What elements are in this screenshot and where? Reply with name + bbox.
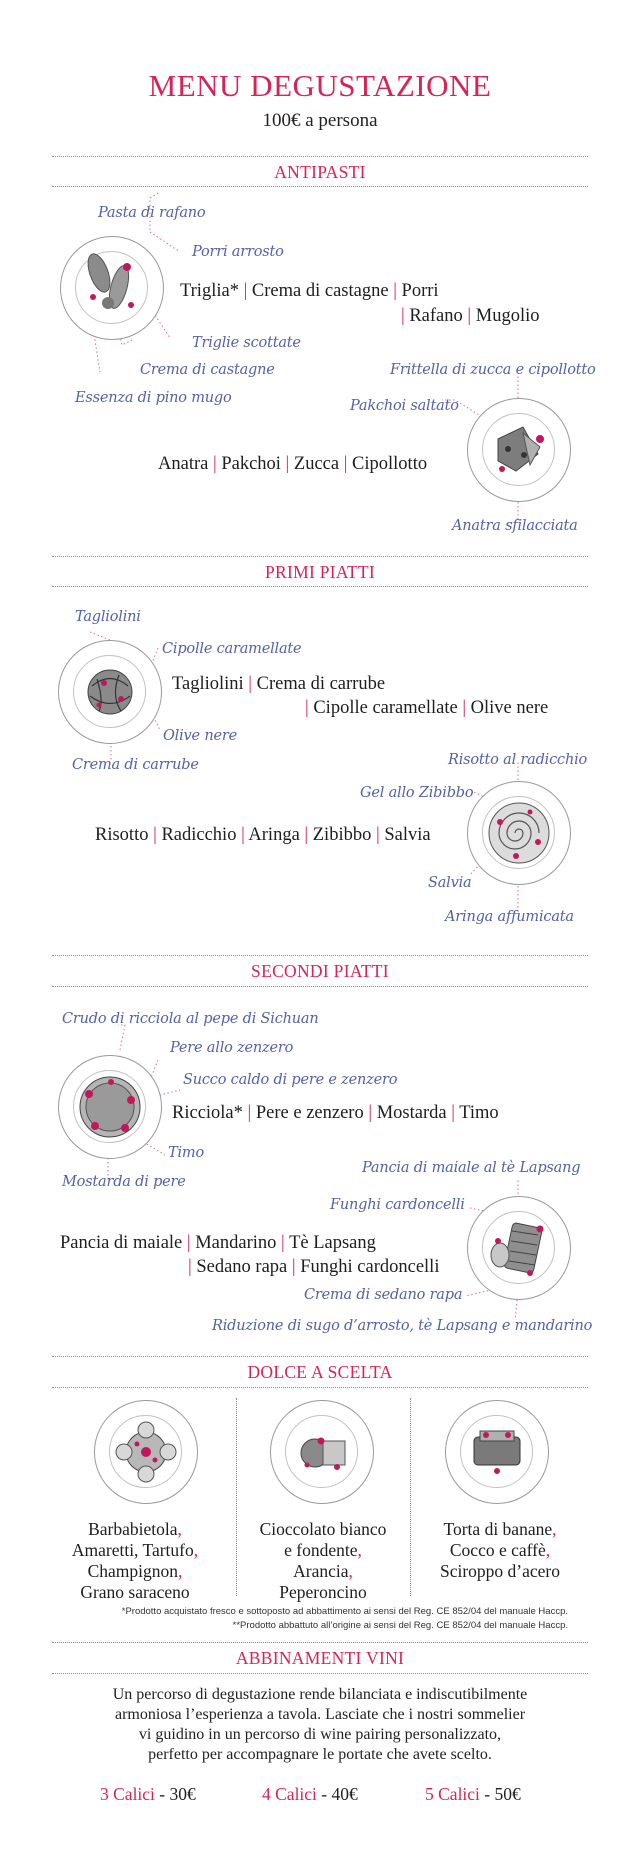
note-crema-di-castagne: Crema di castagne bbox=[140, 362, 275, 378]
note-frittella: Frittella di zucca e cipollotto bbox=[390, 362, 596, 378]
plate-dolce-barbabietola bbox=[94, 1400, 198, 1504]
note-pancia-al-te: Pancia di maiale al tè Lapsang bbox=[362, 1160, 581, 1176]
note-timo: Timo bbox=[168, 1145, 204, 1161]
plate-risotto bbox=[467, 781, 571, 885]
wine-option-3-calici: 3 Calici - 30€ bbox=[100, 1784, 196, 1804]
section-heading-vini: ABBINAMENTI VINI bbox=[235, 1648, 405, 1668]
note-mostarda-di-pere: Mostarda di pere bbox=[62, 1174, 186, 1190]
note-anatra-sfilacciata: Anatra sfilacciata bbox=[452, 518, 578, 534]
plate-triglia bbox=[60, 236, 164, 340]
note-gel-zibibbo: Gel allo Zibibbo bbox=[360, 785, 474, 801]
menu-title: MENU DEGUSTAZIONE bbox=[148, 68, 492, 103]
note-aringa-affumicata: Aringa affumicata bbox=[445, 909, 574, 925]
risotto-dish-illustration bbox=[468, 782, 570, 884]
divider bbox=[52, 1642, 588, 1643]
ricciola-dish-illustration bbox=[59, 1056, 161, 1158]
divider bbox=[52, 1356, 588, 1357]
triglia-dish-illustration bbox=[61, 237, 163, 339]
dish-primo-1-line1: Tagliolini | Crema di carrube bbox=[172, 674, 386, 694]
barbabietola-dessert-illustration bbox=[95, 1401, 197, 1503]
note-porri-arrosto: Porri arrosto bbox=[192, 244, 284, 260]
divider bbox=[52, 955, 588, 956]
note-tagliolini: Tagliolini bbox=[75, 609, 141, 625]
dish-primo-1-line2: | Cipolle caramellate | Olive nere bbox=[305, 698, 549, 718]
wine-option-4-calici: 4 Calici - 40€ bbox=[262, 1784, 358, 1804]
note-pere-allo-zenzero: Pere allo zenzero bbox=[170, 1040, 294, 1056]
divider bbox=[52, 986, 588, 987]
dolce-3-name: Torta di banane, Cocco e caffè, Sciroppo d’acero bbox=[439, 1519, 561, 1581]
dish-secondo-2-line2: | Sedano rapa | Funghi cardoncelli bbox=[188, 1257, 440, 1277]
wine-description: Un percorso di degustazione rende bilanciata e indiscutibilmente armoniosa l’esperienza a tavola. Lasciate che i nostri sommelier vi guidino in un percorso di wine pairing personalizzato, perfetto per accompagnare le portate che avete scelto. bbox=[112, 1686, 528, 1763]
dolce-2-name: Cioccolato bianco e fondente, Arancia, Peperoncino bbox=[259, 1519, 387, 1602]
section-heading-dolci: DOLCE A SCELTA bbox=[247, 1362, 393, 1382]
anatra-dish-illustration bbox=[468, 399, 570, 501]
dish-antipasto-1-line2: | Rafano | Mugolio bbox=[401, 306, 540, 326]
note-crema-di-carrube: Crema di carrube bbox=[72, 757, 199, 773]
section-heading-secondi: SECONDI PIATTI bbox=[251, 961, 389, 981]
note-risotto-al-radicchio: Risotto al radicchio bbox=[448, 752, 588, 768]
note-cipolle-caramellate: Cipolle caramellate bbox=[162, 641, 302, 657]
divider bbox=[52, 156, 588, 157]
divider bbox=[52, 586, 588, 587]
plate-dolce-banane bbox=[445, 1400, 549, 1504]
note-crudo-ricciola: Crudo di ricciola al pepe di Sichuan bbox=[62, 1011, 319, 1027]
plate-dolce-cioccolato bbox=[270, 1400, 374, 1504]
tagliolini-dish-illustration bbox=[59, 641, 161, 743]
dish-secondo-2-line1: Pancia di maiale | Mandarino | Tè Lapsang bbox=[60, 1233, 376, 1253]
dolce-1-name: Barbabietola, Amaretti, Tartufo, Champignon, Grano saraceno bbox=[71, 1519, 199, 1602]
divider bbox=[52, 1673, 588, 1674]
note-essenza-pino-mugo: Essenza di pino mugo bbox=[75, 390, 232, 406]
note-pakchoi-saltato: Pakchoi saltato bbox=[350, 398, 459, 414]
divider bbox=[52, 556, 588, 557]
note-funghi-cardoncelli: Funghi cardoncelli bbox=[330, 1197, 465, 1213]
cioccolato-dessert-illustration bbox=[271, 1401, 373, 1503]
menu-price: 100€ a persona bbox=[262, 110, 378, 131]
banane-dessert-illustration bbox=[446, 1401, 548, 1503]
footnote-1: *Prodotto acquistato fresco e sottoposto ad abbattimento ai sensi del Reg. CE 852/04 del manuale Haccp. bbox=[121, 1606, 568, 1617]
plate-ricciola bbox=[58, 1055, 162, 1159]
divider bbox=[52, 186, 588, 187]
note-pasta-di-rafano: Pasta di rafano bbox=[98, 205, 206, 221]
divider bbox=[52, 1387, 588, 1388]
plate-pancia bbox=[467, 1196, 571, 1300]
note-crema-sedano-rapa: Crema di sedano rapa bbox=[304, 1287, 463, 1303]
note-succo-caldo: Succo caldo di pere e zenzero bbox=[183, 1072, 398, 1088]
note-olive-nere: Olive nere bbox=[163, 728, 237, 744]
section-heading-primi: PRIMI PIATTI bbox=[264, 562, 376, 582]
dish-secondo-1: Ricciola* | Pere e zenzero | Mostarda | Timo bbox=[172, 1103, 499, 1123]
dish-antipasto-1-line1: Triglia* | Crema di castagne | Porri bbox=[180, 281, 439, 301]
note-riduzione-sugo: Riduzione di sugo d’arrosto, tè Lapsang e mandarino bbox=[212, 1318, 593, 1334]
note-triglie-scottate: Triglie scottate bbox=[192, 335, 301, 351]
plate-anatra bbox=[467, 398, 571, 502]
dish-primo-2: Risotto | Radicchio | Aringa | Zibibbo | Salvia bbox=[95, 825, 431, 845]
wine-option-5-calici: 5 Calici - 50€ bbox=[425, 1784, 521, 1804]
plate-tagliolini bbox=[58, 640, 162, 744]
note-salvia: Salvia bbox=[428, 875, 472, 891]
dish-antipasto-2: Anatra | Pakchoi | Zucca | Cipollotto bbox=[158, 454, 428, 474]
section-heading-antipasti: ANTIPASTI bbox=[274, 162, 366, 182]
pancia-dish-illustration bbox=[468, 1197, 570, 1299]
footnote-2: **Prodotto abbattuto all’origine ai sensi del Reg. CE 852/04 del manuale Haccp. bbox=[232, 1620, 568, 1631]
